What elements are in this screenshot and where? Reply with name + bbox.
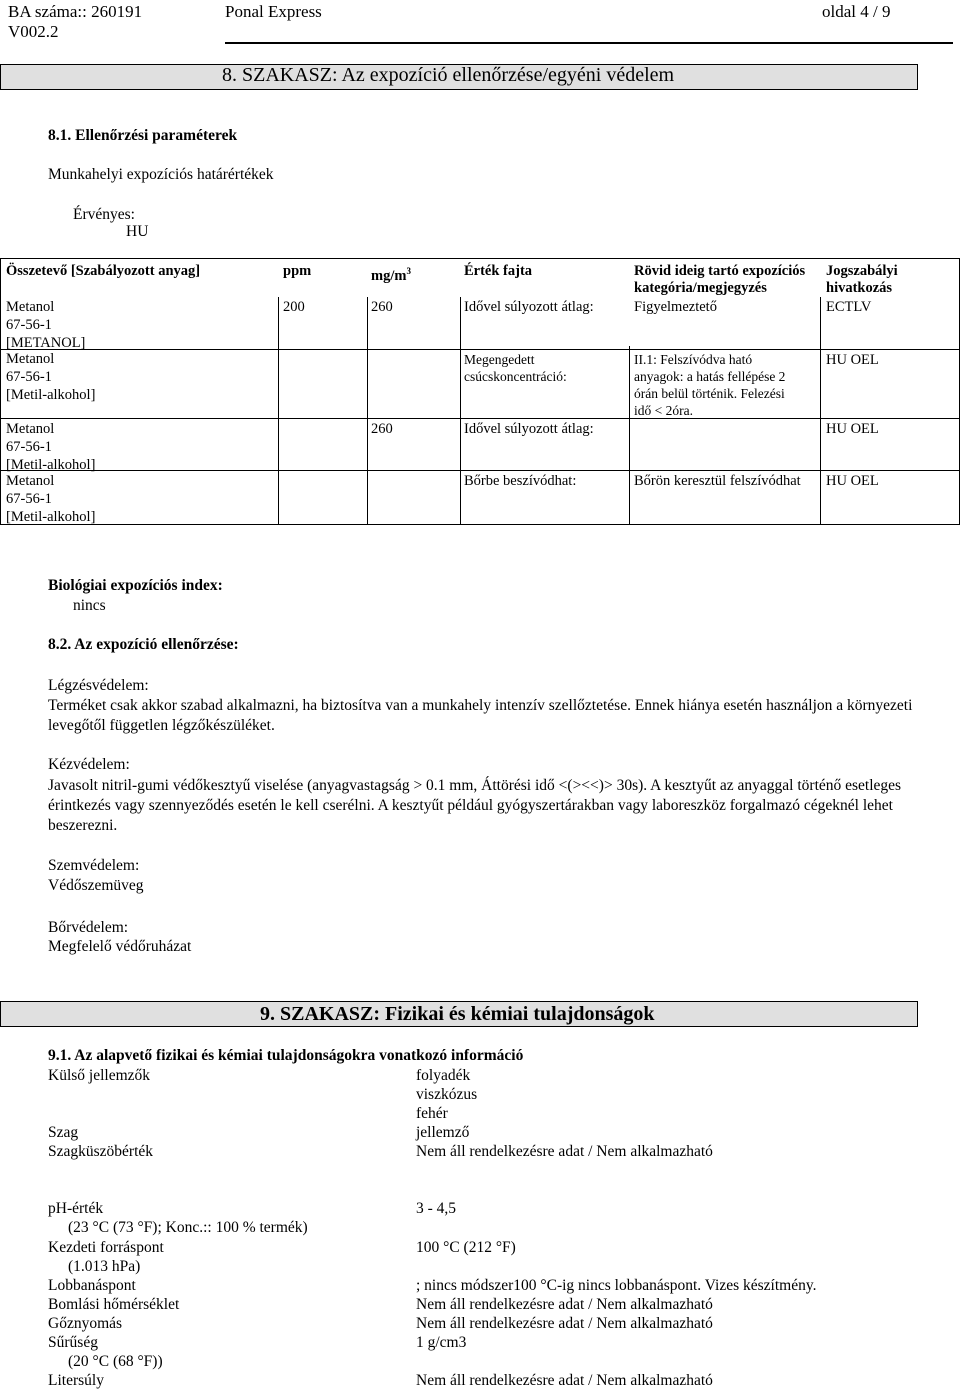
prop-label-flash: Lobbanáspont <box>48 1277 136 1294</box>
prop-value-appearance-1: folyadék <box>416 1067 471 1084</box>
table-row-2-type: Megengedett csúcskoncentráció: <box>464 352 567 384</box>
section9-title: 9. SZAKASZ: Fizikai és kémiai tulajdonságok <box>260 1003 655 1025</box>
table-row-1-ppm: 200 <box>283 299 305 315</box>
table-row-3-component: Metanol 67-56-1 [Metil-alkohol] <box>6 421 96 473</box>
section8-title: 8. SZAKASZ: Az expozíció ellenőrzése/egyéni védelem <box>222 64 675 86</box>
table-row-1-type: Idővel súlyozott átlag: <box>464 299 594 315</box>
prop-label-decomposition: Bomlási hőmérséklet <box>48 1296 180 1313</box>
table-row-4-legal: HU OEL <box>826 473 879 489</box>
version: V002.2 <box>8 22 59 41</box>
prop-value-appearance-3: fehér <box>416 1105 448 1122</box>
valid-value: HU <box>126 223 149 240</box>
prop-label-bulk-density: Litersúly <box>48 1372 104 1389</box>
eye-value: Védőszemüveg <box>48 877 144 894</box>
prop-value-appearance-2: viszkózus <box>416 1086 478 1103</box>
prop-value-decomposition: Nem áll rendelkezésre adat / Nem alkalmazható <box>416 1296 713 1313</box>
table-row-1-mg: 260 <box>371 299 393 315</box>
th-component: Összetevő [Szabályozott anyag] <box>6 263 201 279</box>
prop-label-odor: Szag <box>48 1124 79 1141</box>
prop-value-flash: ; nincs módszer100 °C-ig nincs lobbanáspont. Vizes készítmény. <box>416 1277 817 1294</box>
table-row-1-component: Metanol 67-56-1 [METANOL] <box>6 299 86 351</box>
ba-number: BA száma:: 260191 <box>8 2 143 21</box>
header-rule <box>225 42 953 44</box>
prop-label-appearance: Külső jellemzők <box>48 1067 151 1084</box>
table-row-3-mg: 260 <box>371 421 393 437</box>
hand-text: Javasolt nitril-gumi védőkesztyű viselése (anyagvastagság > 0.1 mm, Áttörési idő <(><<)> 30s). A kesztyűt az anyaggal történő esetleges érintkezés vagy szennyeződés esetén le kell cserélni. A kesztyűt például gyógyszertárakban vagy laboreszköz forgalmazó cégeknél lehet beszerezni. <box>48 777 902 834</box>
th-ppm: ppm <box>283 263 312 279</box>
prop-value-boiling: 100 °C (212 °F) <box>416 1239 516 1256</box>
table-row-3-legal: HU OEL <box>826 421 879 437</box>
th-short-term-1: Rövid ideig tartó expozíciós <box>634 263 806 279</box>
prop-label-ph: pH-érték <box>48 1200 104 1217</box>
table-row-4-type: Bőrbe beszívódhat: <box>464 473 577 489</box>
prop-value-vapor-pressure: Nem áll rendelkezésre adat / Nem alkalmazható <box>416 1315 713 1332</box>
hand-label: Kézvédelem: <box>48 756 130 773</box>
page-number: oldal 4 / 9 <box>822 2 891 21</box>
skin-value: Megfelelő védőruházat <box>48 938 192 955</box>
skin-label: Bőrvédelem: <box>48 919 129 936</box>
table-row-1-legal: ECTLV <box>826 299 872 315</box>
th-mgm3: $mg/m^3$ <box>371 266 411 284</box>
prop-note-ph: (23 °C (73 °F); Konc.:: 100 % termék) <box>68 1219 308 1236</box>
section9-1-heading: 9.1. Az alapvető fizikai és kémiai tulajdonságokra vonatkozó információ <box>48 1047 524 1064</box>
prop-note-boiling: (1.013 hPa) <box>68 1258 141 1275</box>
product-name: Ponal Express <box>225 2 322 21</box>
workplace-limits-label: Munkahelyi expozíciós határértékek <box>48 166 274 183</box>
prop-value-odor: jellemző <box>416 1124 470 1141</box>
prop-label-vapor-pressure: Gőznyomás <box>48 1315 123 1332</box>
th-legal-1: Jogszabályi <box>826 263 898 279</box>
prop-note-density: (20 °C (68 °F)) <box>68 1353 163 1370</box>
section8-1-heading: 8.1. Ellenőrzési paraméterek <box>48 127 238 144</box>
prop-value-bulk-density: Nem áll rendelkezésre adat / Nem alkalmazható <box>416 1372 713 1389</box>
th-value-type: Érték fajta <box>464 263 533 279</box>
th-short-term-2: kategória/megjegyzés <box>634 280 767 296</box>
prop-label-boiling: Kezdeti forráspont <box>48 1239 164 1256</box>
eye-label: Szemvédelem: <box>48 857 140 874</box>
table-row-3-type: Idővel súlyozott átlag: <box>464 421 594 437</box>
respiratory-label: Légzésvédelem: <box>48 677 149 694</box>
table-row-2-component: Metanol 67-56-1 [Metil-alkohol] <box>6 351 96 403</box>
prop-label-density: Sűrűség <box>48 1334 98 1351</box>
table-row-4-short: Bőrön keresztül felszívódhat <box>634 473 801 489</box>
bio-index-label: Biológiai expozíciós index: <box>48 577 223 594</box>
table-row-1-short: Figyelmeztető <box>634 299 717 315</box>
valid-label: Érvényes: <box>73 206 135 223</box>
bio-index-value: nincs <box>73 597 106 614</box>
respiratory-text: Terméket csak akkor szabad alkalmazni, ha biztosítva van a munkahely intenzív szellőztetése. Ennek hiánya esetén használjon a környezeti levegőtől független légzőkészüléket. <box>48 697 913 734</box>
prop-label-odor-threshold: Szagküszöbérték <box>48 1143 154 1160</box>
table-row-2-legal: HU OEL <box>826 352 879 368</box>
table-row-2-short: II.1: Felszívódva ható anyagok: a hatás fellépése 2 órán belül történik. Felezési idő < 2óra. <box>634 352 786 418</box>
table-row-4-component: Metanol 67-56-1 [Metil-alkohol] <box>6 473 96 525</box>
prop-value-odor-threshold: Nem áll rendelkezésre adat / Nem alkalmazható <box>416 1143 713 1160</box>
th-legal-2: hivatkozás <box>826 280 893 296</box>
section8-2-heading: 8.2. Az expozíció ellenőrzése: <box>48 636 239 653</box>
prop-value-ph: 3 - 4,5 <box>416 1200 457 1217</box>
prop-value-density: 1 g/cm3 <box>416 1334 467 1351</box>
